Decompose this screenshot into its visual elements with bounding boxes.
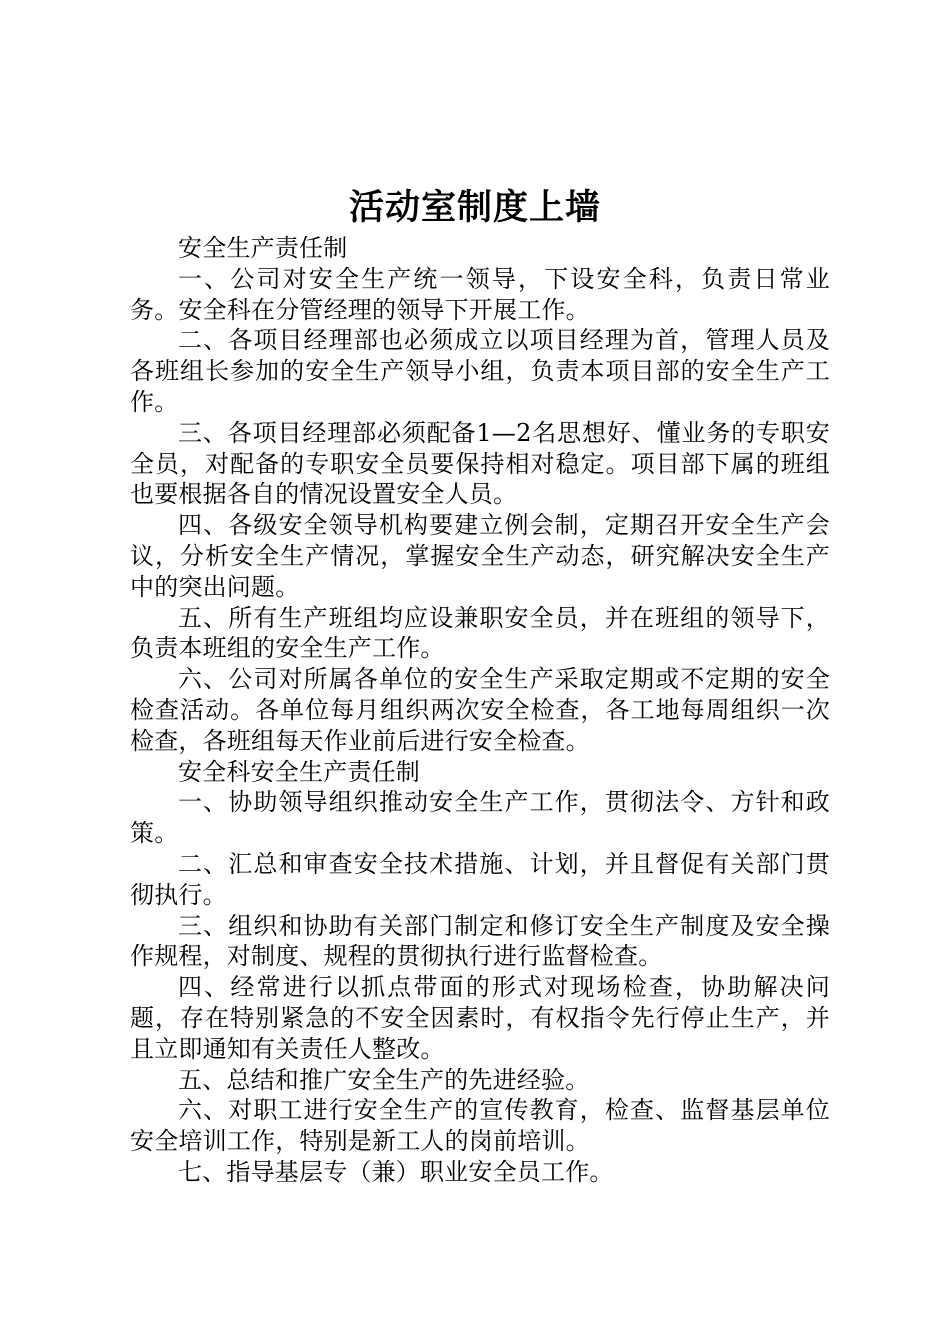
paragraph-9: 三、组织和协助有关部门制定和修订安全生产制度及安全操作规程，对制度、规程的贯彻执行进行监督检查。 — [130, 911, 830, 971]
paragraph-12: 六、对职工进行安全生产的宣传教育，检查、监督基层单位安全培训工作，特别是新工人的岗前培训。 — [130, 1096, 830, 1156]
document-body — [130, 233, 830, 1188]
paragraph-2: 二、各项目经理部也必须成立以项目经理为首，管理人员及各班组长参加的安全生产领导小组，负责本项目部的安全生产工作。 — [130, 326, 830, 416]
paragraph-11: 五、总结和推广安全生产的先进经验。 — [178, 1065, 590, 1094]
paragraph-1: 一、公司对安全生产统一领导，下设安全科，负责日常业务。安全科在分管经理的领导下开展工作。 — [130, 264, 830, 324]
paragraph-3: 三、各项目经理部必须配备1—2名思想好、懂业务的专职安全员，对配备的专职安全员要保持相对稳定。项目部下属的班组也要根据各自的情况设置安全人员。 — [130, 418, 830, 509]
paragraph-10: 四、经常进行以抓点带面的形式对现场检查，协助解决问题，存在特别紧急的不安全因素时，有权指令先行停止生产，并且立即通知有关责任人整改。 — [130, 973, 830, 1063]
paragraph-5: 五、所有生产班组均应设兼职安全员，并在班组的领导下，负责本班组的安全生产工作。 — [130, 603, 830, 663]
document-title: 活动室制度上墙 — [348, 187, 601, 228]
paragraph-8: 二、汇总和审查安全技术措施、计划，并且督促有关部门贯彻执行。 — [130, 849, 830, 909]
paragraph-6: 六、公司对所属各单位的安全生产采取定期或不定期的安全检查活动。各单位每月组织两次安全检查，各工地每周组织一次检查，各班组每天作业前后进行安全检查。 — [130, 665, 830, 755]
paragraph-13: 七、指导基层专（兼）职业安全员工作。 — [178, 1157, 614, 1186]
paragraph-4: 四、各级安全领导机构要建立例会制，定期召开安全生产会议，分析安全生产情况，掌握安全生产动态，研究解决安全生产中的突出问题。 — [130, 511, 830, 601]
section-heading-safety-responsibility: 安全生产责任制 — [178, 234, 348, 262]
paragraph-7: 一、协助领导组织推动安全生产工作，贯彻法令、方针和政策。 — [130, 788, 830, 848]
section-heading-safety-department: 安全科安全生产责任制 — [178, 757, 420, 786]
